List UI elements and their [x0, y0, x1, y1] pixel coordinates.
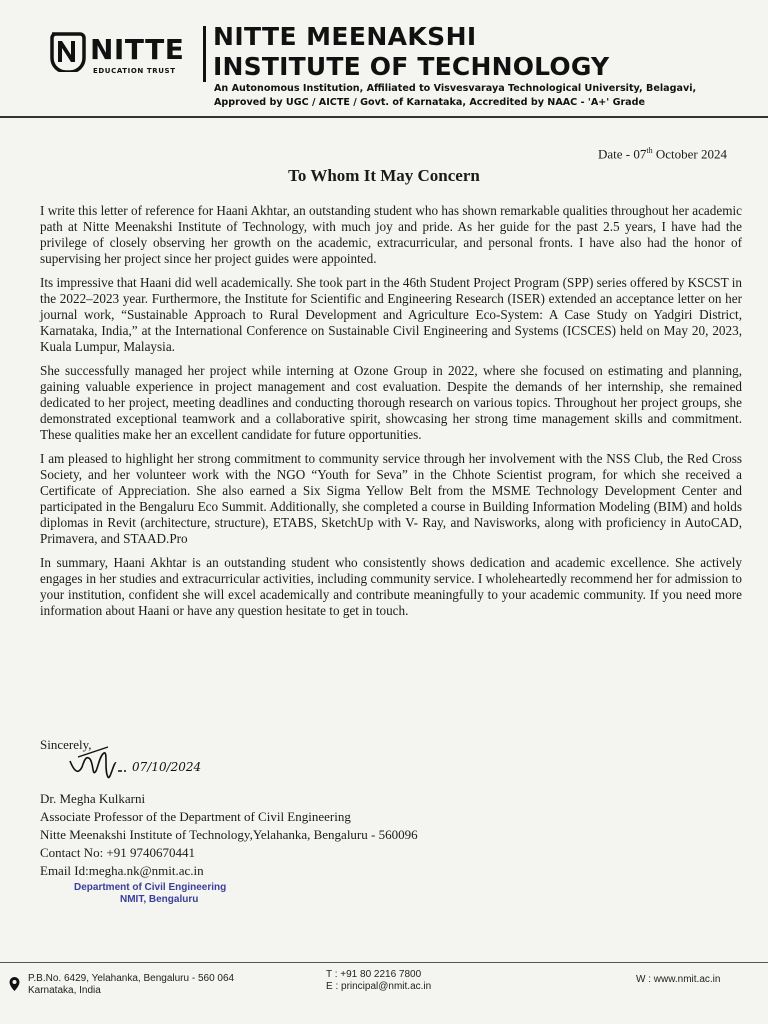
paragraph: She successfully managed her project while interning at Ozone Group in 2022, where she focused on estimating and planning, gaining valuable experience in project management and cost evaluation. Despite the demands of her internship, she remained dedicated to her project, meeting deadlines and conducting thorough research on various topics. Throughout her project groups, she demonstrated exceptional teamwork and a collaborative spirit, showcasing her strong time management skills and commitment. These qualities make her an excellent candidate for future opportunities.: [40, 363, 742, 442]
nitte-logo-icon: [46, 30, 86, 72]
stamp-line2: NMIT, Bengaluru: [120, 894, 199, 905]
footer-address: [28, 973, 234, 997]
signatory-title: Associate Professor of the Department of Civil Engineering: [40, 809, 351, 824]
handwritten-signature: [64, 741, 214, 789]
letter-body: [40, 203, 742, 627]
footer-web: W : www.nmit.ac.in: [636, 974, 721, 985]
footer-phone: T : +91 80 2216 7800: [326, 969, 422, 980]
institute-affiliation: An Autonomous Institution, Affiliated to Visvesvaraya Technological University, Belagavi,: [214, 83, 697, 94]
footer-rule: [0, 962, 768, 963]
signatory-details: [40, 790, 418, 880]
logo-subtext: EDUCATION TRUST: [93, 67, 176, 75]
header-divider: [203, 26, 206, 82]
signature-date: 07/10/2024: [132, 760, 202, 774]
footer-address-line2: Karnataka, India: [28, 985, 101, 996]
footer-address-line1: P.B.No. 6429, Yelahanka, Bengaluru - 560 064: [28, 973, 235, 984]
location-pin-icon: [8, 976, 21, 992]
paragraph: I am pleased to highlight her strong commitment to community service through her involvement with the NSS Club, the Red Cross Society, and her volunteer work with the NGO “Youth for Seva” in the Chhote Scientist program, for which she received a Certificate of Appreciation. She also earned a Six Sigma Yellow Belt from the MSME Technology Development Center and participated in the Bengaluru Eco Summit. Additionally, she completed a course in Building Information Modeling (BIM) and holds diplomas in Revit (architecture, structure), ETABS, SketchUp with V- Ray, and Navisworks, along with proficiency in AutoCAD, Primavera, and STAAD.Pro: [40, 451, 742, 546]
paragraph: In summary, Haani Akhtar is an outstanding student who consistently shows dedication and academic excellence. She actively engages in her studies and extracurricular activities, including community service. I wholeheartedly recommend her for admission to your institution, confident she will excel academically and contribute meaningfully to your academic community. If you need more information about Haani or have any question hesitate to get in touch.: [40, 555, 742, 618]
paragraph: Its impressive that Haani did well academically. She took part in the 46th Student Project Program (SPP) series offered by KSCST in the 2022–2023 year. Furthermore, the Institute for Scientific and Engineering Research (ISER) extended an acceptance letter on her journal work, “Sustainable Approach to Rural Development and Agriculture Eco-System: A Case Study on Yadgiri District, Karnataka, India,” at the International Conference on Sustainable Civil Engineering and Systems (ICSCES) held on May 20, 2023, Kuala Lumpur, Malaysia.: [40, 275, 742, 354]
letter-title: To Whom It May Concern: [288, 166, 480, 185]
footer-email: E : principal@nmit.ac.in: [326, 981, 432, 992]
stamp-line1: Department of Civil Engineering: [74, 882, 227, 893]
letter-date: Date - 07th October 2024: [598, 146, 727, 162]
header-rule: [0, 116, 768, 118]
closing-text: Sincerely,: [40, 737, 92, 752]
paragraph: I write this letter of reference for Haani Akhtar, an outstanding student who has shown remarkable qualities throughout her academic path at Nitte Meenakshi Institute of Technology, with much joy and pride. As her guide for the past 2.5 years, I have had the privilege of closely observing her growth on the academic, extracurricular, and personal fronts. I have also had the honor of supervising her project since her project guides were appointed.: [40, 203, 742, 266]
footer-contact: [326, 969, 431, 993]
signatory-address: Nitte Meenakshi Institute of Technology,Yelahanka, Bengaluru - 560096: [40, 827, 418, 842]
signatory-email: Email Id:megha.nk@nmit.ac.in: [40, 863, 204, 878]
signatory-name: Dr. Megha Kulkarni: [40, 791, 146, 806]
department-stamp: [74, 882, 226, 906]
institute-name-line2: INSTITUTE OF TECHNOLOGY: [213, 52, 610, 81]
signatory-contact: Contact No: +91 9740670441: [40, 845, 196, 860]
logo-wordmark: NITTE: [90, 33, 185, 66]
institute-accreditation: Approved by UGC / AICTE / Govt. of Karnataka, Accredited by NAAC - 'A+' Grade: [214, 97, 646, 108]
institute-name-line1: NITTE MEENAKSHI: [213, 22, 477, 51]
